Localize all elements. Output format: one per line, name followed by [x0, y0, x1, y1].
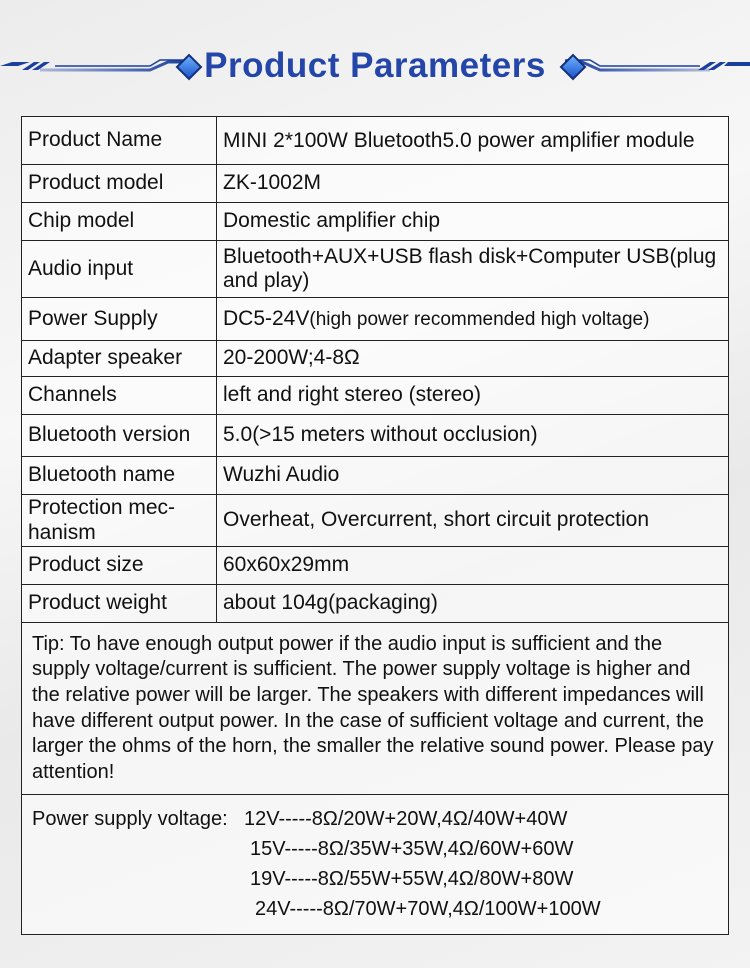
tip-row	[22, 623, 729, 795]
table-row	[22, 117, 729, 165]
voltage-line	[32, 865, 718, 895]
param-value: Bluetooth+AUX+USB flash disk+Computer USB(plug and play)	[217, 241, 729, 298]
voltage-cell	[22, 795, 729, 935]
param-label: Channels	[22, 377, 217, 415]
voltage-line	[32, 895, 718, 925]
table-row	[22, 241, 729, 298]
voltage-line	[32, 835, 718, 865]
header-banner	[0, 0, 750, 110]
param-label: Product Name	[22, 117, 217, 165]
param-value: 5.0(>15 meters without occlusion)	[217, 415, 729, 457]
param-value	[217, 298, 729, 341]
param-label: Product model	[22, 165, 217, 203]
param-label: Adapter speaker	[22, 341, 217, 377]
table-row	[22, 298, 729, 341]
param-label: Product weight	[22, 585, 217, 623]
param-value: MINI 2*100W Bluetooth5.0 power amplifier module	[217, 117, 729, 165]
power-supply-note: (high power recommended high voltage)	[309, 308, 650, 330]
param-label: Power Supply	[22, 298, 217, 341]
table-row	[22, 457, 729, 495]
param-label: Product size	[22, 547, 217, 585]
page-title: Product Parameters	[204, 46, 546, 85]
tip-text: Tip: To have enough output power if the audio input is sufficient and the supply voltage/current is sufficient. The power supply voltage is higher and the relative power will be larger. The speakers with different impedances will have different output power. In the case of sufficient voltage and current, the larger the ohms of the horn, the smaller the relative sound power. Please pay attention!	[22, 623, 729, 795]
table-row	[22, 585, 729, 623]
voltage-row	[22, 795, 729, 935]
table-row	[22, 495, 729, 547]
voltage-line	[32, 805, 718, 835]
param-value: left and right stereo (stereo)	[217, 377, 729, 415]
param-value: Overheat, Overcurrent, short circuit protection	[217, 495, 729, 547]
table-row	[22, 415, 729, 457]
voltage-label: Power supply voltage:	[32, 808, 228, 830]
parameters-table	[21, 116, 729, 935]
table-row	[22, 377, 729, 415]
param-value: Wuzhi Audio	[217, 457, 729, 495]
param-value: 20-200W;4-8Ω	[217, 341, 729, 377]
voltage-value: 12V-----8Ω/20W+20W,4Ω/40W+40W	[244, 808, 568, 830]
param-label: Bluetooth name	[22, 457, 217, 495]
param-value: about 104g(packaging)	[217, 585, 729, 623]
table-row	[22, 547, 729, 585]
voltage-value: 19V-----8Ω/55W+55W,4Ω/80W+80W	[250, 868, 574, 890]
param-value: Domestic amplifier chip	[217, 203, 729, 241]
voltage-value: 15V-----8Ω/35W+35W,4Ω/60W+60W	[250, 838, 574, 860]
param-label: Audio input	[22, 241, 217, 298]
table-row	[22, 165, 729, 203]
table-row	[22, 341, 729, 377]
param-label: Chip model	[22, 203, 217, 241]
param-label: Bluetooth version	[22, 415, 217, 457]
param-value: 60x60x29mm	[217, 547, 729, 585]
table-row	[22, 203, 729, 241]
power-supply-value: DC5-24V	[223, 306, 310, 330]
voltage-value: 24V-----8Ω/70W+70W,4Ω/100W+100W	[255, 898, 601, 920]
param-value: ZK-1002M	[217, 165, 729, 203]
param-label: Protection mec-hanism	[22, 495, 217, 547]
